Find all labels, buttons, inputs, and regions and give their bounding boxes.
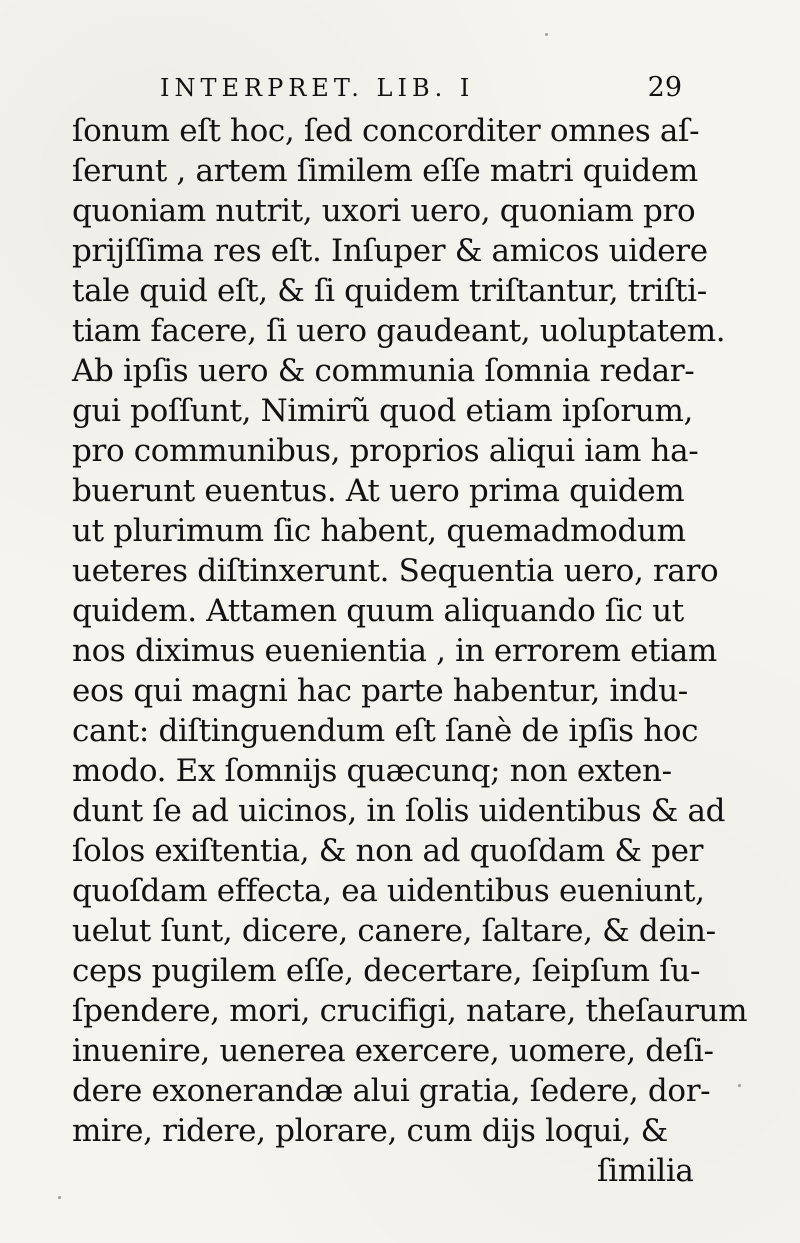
text-line: ſolos exiſtentia, & non ad quoſdam & per xyxy=(72,833,704,869)
text-line: inuenire, uenerea exercere, uomere, deſi- xyxy=(72,1033,714,1069)
paper-speck xyxy=(738,1084,741,1087)
text-line: mire, ridere, plorare, cum dijs loqui, & xyxy=(72,1113,668,1149)
text-line: quoniam nutrit, uxori uero, quoniam pro xyxy=(72,193,696,229)
text-line: uelut ſunt, dicere, canere, ſaltare, & dein- xyxy=(72,913,716,949)
page-number: 29 xyxy=(647,72,682,103)
text-line: buerunt euentus. At uero prima quidem xyxy=(72,473,685,509)
paper-speck xyxy=(58,1196,61,1199)
paper-speck xyxy=(545,33,548,36)
text-line: cant: diſtinguendum eſt ſanè de ipſis hoc xyxy=(72,713,699,749)
text-line: eos qui magni hac parte habentur, indu- xyxy=(72,673,688,709)
text-line: ueteres diſtinxerunt. Sequentia uero, raro xyxy=(72,553,719,589)
text-line: prijſſima res eſt. Inſuper & amicos uidere xyxy=(72,233,708,269)
text-line: ceps pugilem eſſe, decertare, ſeipſum ſu- xyxy=(72,953,701,989)
running-head xyxy=(160,72,700,104)
text-line: gui poſſunt, Nimirũ quod etiam ipſorum, xyxy=(72,393,694,429)
text-line: tiam facere, ſi uero gaudeant, uoluptatem. xyxy=(72,313,726,349)
text-line: dere exonerandæ alui gratia, ſedere, dor- xyxy=(72,1073,711,1109)
text-line: ſpendere, mori, crucifigi, natare, theſaurum xyxy=(72,993,748,1029)
text-line: ſimilia xyxy=(597,1153,694,1189)
text-line: ſerunt , artem ſimilem eſſe matri quidem xyxy=(72,153,698,189)
text-line: modo. Ex ſomnijs quæcunq; non exten- xyxy=(72,753,672,789)
text-line: quoſdam effecta, ea uidentibus eueniunt, xyxy=(72,873,705,909)
text-line: pro communibus, proprios aliqui iam ha- xyxy=(72,433,699,469)
text-line: ut plurimum ſic habent, quemadmodum xyxy=(72,513,686,549)
text-line: ſonum eſt hoc, ſed concorditer omnes aſ- xyxy=(72,113,700,149)
text-line: tale quid eſt, & ſi quidem triſtantur, triſti- xyxy=(72,273,707,309)
text-line: Ab ipſis uero & communia ſomnia redar- xyxy=(72,353,695,389)
text-line: dunt ſe ad uicinos, in ſolis uidentibus & ad xyxy=(72,793,726,829)
running-title: INTERPRET. LIB. I xyxy=(160,74,475,102)
text-line: quidem. Attamen quum aliquando ſic ut xyxy=(72,593,684,629)
text-line: nos diximus euenientia , in errorem etiam xyxy=(72,633,717,669)
